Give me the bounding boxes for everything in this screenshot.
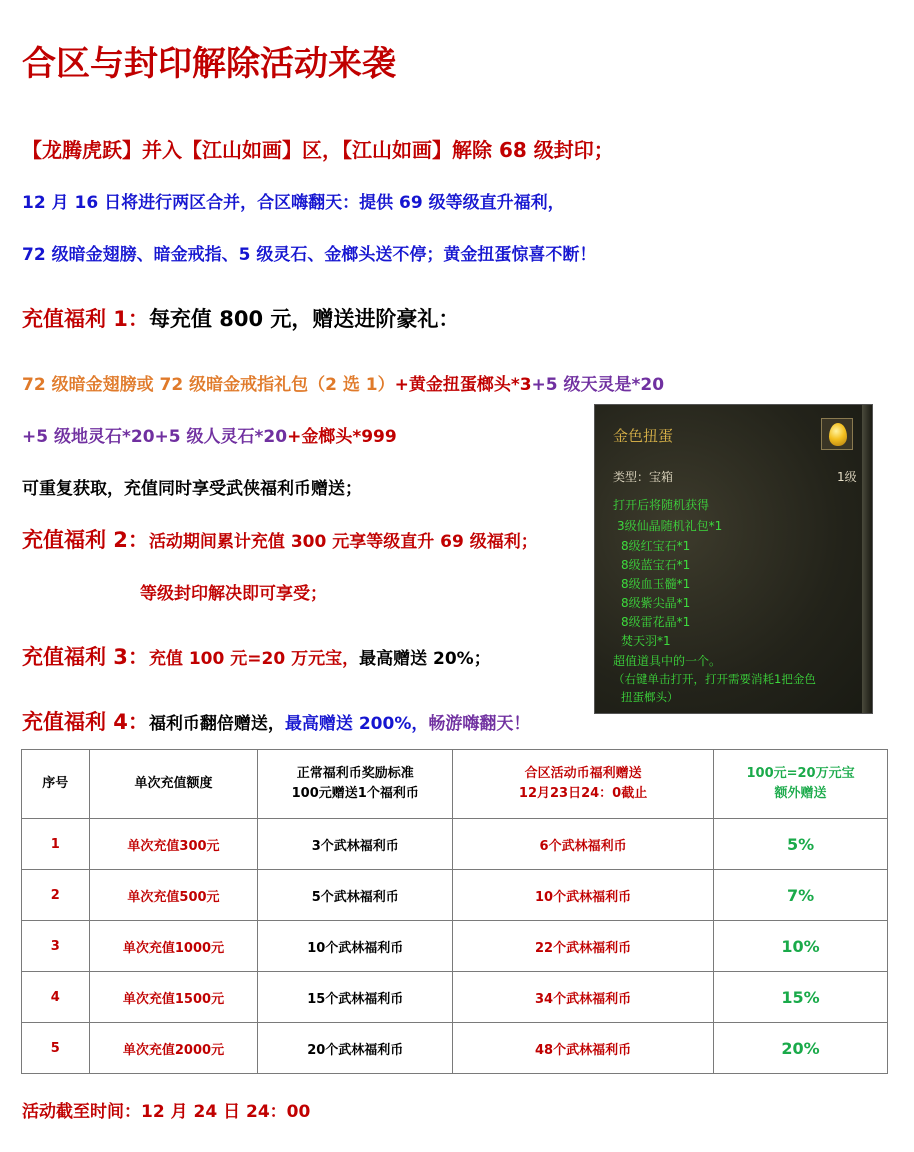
page-title: 合区与封印解除活动来袭 [22, 44, 396, 84]
benefit-4-text-c: 畅游嗨翻天！ [428, 714, 531, 734]
cell-normal: 10个武林福利币 [258, 921, 453, 972]
rewards-line-text: 72 级暗金翅膀、暗金戒指、5 级灵石、金榔头送不停；黄金扭蛋惊喜不断！ [22, 245, 597, 265]
cell-index: 4 [22, 972, 90, 1023]
header-bonus: 100元=20万元宝 额外赠送 [714, 750, 888, 819]
benefit-1 [22, 303, 459, 333]
benefit-3-text-b: 最高赠送 20%； [359, 649, 491, 669]
merge-date-line: 12 月 16 日将进行两区合并，合区嗨翻天：提供 69 级等级直升福利， [22, 193, 565, 213]
end-time: 活动截至时间：12 月 24 日 24：00 [22, 1102, 311, 1122]
table-header-row [22, 750, 888, 819]
cell-bonus: 5% [714, 819, 888, 870]
table-row [22, 921, 888, 972]
cell-index: 3 [22, 921, 90, 972]
gift-line-2 [22, 422, 397, 447]
cell-bonus: 7% [714, 870, 888, 921]
cell-bonus: 15% [714, 972, 888, 1023]
tooltip-edge [862, 405, 872, 713]
item-level: 1级 [837, 470, 857, 484]
gift-line-2-part1: +5 级地灵石*20+5 级人灵石*20 [22, 427, 288, 447]
merge-announcement: 【龙腾虎跃】并入【江山如画】区，【江山如画】解除 68 级封印； [22, 138, 614, 162]
cell-amount: 单次充值1000元 [89, 921, 258, 972]
cell-event: 48个武林福利币 [453, 1023, 714, 1074]
item-content: 8级红宝石*1 [621, 539, 691, 553]
header-event: 合区活动币福利赠送 12月23日24：0截止 [453, 750, 714, 819]
cell-event: 6个武林福利币 [453, 819, 714, 870]
table-row [22, 972, 888, 1023]
item-usage: （右键单击打开，打开需要消耗1把金色 [613, 672, 816, 686]
table-row [22, 1023, 888, 1074]
header-amount: 单次充值额度 [89, 750, 258, 819]
item-tooltip [594, 404, 873, 714]
cell-event: 22个武林福利币 [453, 921, 714, 972]
cell-index: 1 [22, 819, 90, 870]
benefit-1-text: 每充值 800 元，赠送进阶豪礼： [148, 307, 460, 331]
benefit-2-heading: 充值福利 2： [22, 528, 149, 552]
gift-line-1-part2: +黄金扭蛋榔头*3 [394, 375, 532, 395]
cell-normal: 5个武林福利币 [258, 870, 453, 921]
cell-event: 34个武林福利币 [453, 972, 714, 1023]
cell-amount: 单次充值2000元 [89, 1023, 258, 1074]
item-name: 金色扭蛋 [613, 427, 674, 445]
item-content: 8级紫尖晶*1 [621, 596, 691, 610]
item-desc: 超值道具中的一个。 [613, 654, 722, 668]
golden-egg-icon [821, 418, 853, 450]
item-intro: 打开后将随机获得 [613, 498, 710, 512]
cell-index: 2 [22, 870, 90, 921]
reward-table [21, 749, 888, 1074]
gift-line-2-part2: +金榔头*999 [287, 427, 397, 447]
cell-normal: 15个武林福利币 [258, 972, 453, 1023]
cell-event: 10个武林福利币 [453, 870, 714, 921]
item-content: 8级血玉髓*1 [621, 577, 691, 591]
benefit-2-text: 活动期间累计充值 300 元享等级直升 69 级福利； [148, 532, 538, 552]
benefit-4-text: 福利币翻倍赠送， [148, 714, 285, 734]
cell-index: 5 [22, 1023, 90, 1074]
cell-amount: 单次充值500元 [89, 870, 258, 921]
benefit-4-heading: 充值福利 4： [22, 710, 149, 734]
gift-line-1-part1: 72 级暗金翅膀或 72 级暗金戒指礼包（2 选 1） [22, 375, 395, 395]
item-usage-2: 扭蛋榔头） [621, 690, 679, 704]
gift-line-1 [22, 370, 664, 395]
item-type: 类型：宝箱 [613, 470, 674, 484]
table-row [22, 870, 888, 921]
benefit-4-text-b: 最高赠送 200%， [284, 714, 429, 734]
item-content: 8级雷花晶*1 [621, 615, 691, 629]
benefit-1-heading: 充值福利 1： [22, 307, 149, 331]
cell-bonus: 10% [714, 921, 888, 972]
item-content: 8级蓝宝石*1 [621, 558, 691, 572]
cell-normal: 20个武林福利币 [258, 1023, 453, 1074]
benefit-2-text-2: 等级封印解决即可享受； [140, 584, 327, 604]
cell-amount: 单次充值300元 [89, 819, 258, 870]
benefit-3 [22, 641, 491, 671]
item-content: 3级仙晶随机礼包*1 [617, 519, 723, 533]
header-normal: 正常福利币奖励标准 100元赠送1个福利币 [258, 750, 453, 819]
cell-amount: 单次充值1500元 [89, 972, 258, 1023]
gift-line-1-part3: +5 级天灵是*20 [531, 375, 665, 395]
table-row [22, 819, 888, 870]
cell-bonus: 20% [714, 1023, 888, 1074]
cell-normal: 3个武林福利币 [258, 819, 453, 870]
rewards-line [22, 240, 596, 265]
repeat-line: 可重复获取，充值同时享受武侠福利币赠送； [22, 479, 362, 499]
item-content: 焚天羽*1 [621, 634, 671, 648]
benefit-3-heading: 充值福利 3： [22, 645, 149, 669]
benefit-4 [22, 706, 530, 736]
header-index: 序号 [22, 750, 90, 819]
benefit-2 [22, 524, 538, 554]
benefit-3-text: 充值 100 元=20 万元宝， [148, 649, 360, 669]
